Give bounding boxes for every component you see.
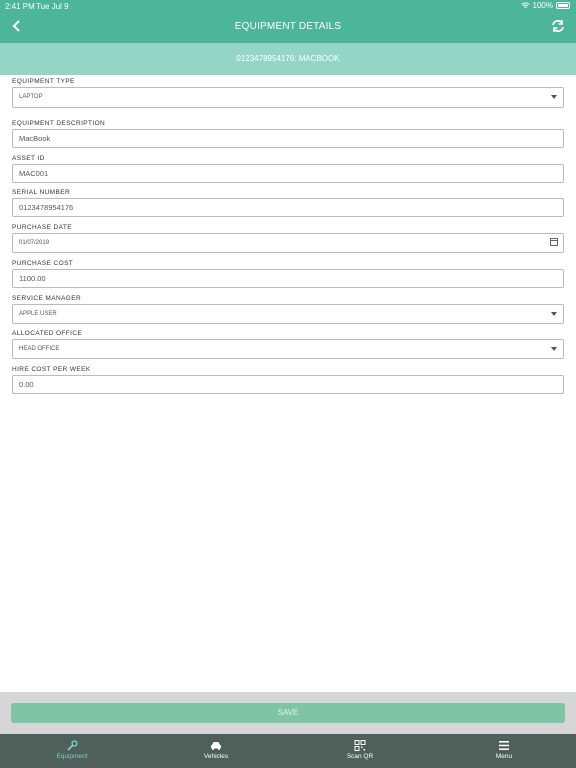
tab-scan-qr[interactable]	[288, 734, 432, 768]
equipment-subheader: 0123478954176: MACBOOK	[0, 43, 576, 75]
status-bar	[0, 0, 576, 12]
qr-code-icon	[354, 740, 366, 751]
field-label: EQUIPMENT DESCRIPTION	[12, 120, 106, 127]
nav-bar	[0, 12, 576, 43]
field-hire-cost	[12, 366, 564, 396]
field-label: SERIAL NUMBER	[12, 189, 71, 196]
wifi-icon	[521, 2, 530, 9]
save-area	[0, 692, 576, 734]
car-icon	[210, 740, 222, 751]
field-equipment-type	[12, 78, 564, 114]
battery-percent: 100%	[532, 1, 553, 10]
allocated-office-select[interactable]	[12, 339, 564, 359]
tab-label: Equipment	[56, 753, 88, 760]
input-value: 0.00	[19, 380, 34, 389]
field-label: HIRE COST PER WEEK	[12, 366, 91, 373]
tab-menu[interactable]	[432, 734, 576, 768]
chevron-down-icon	[551, 312, 557, 316]
wrench-icon	[66, 740, 78, 751]
status-right	[521, 1, 570, 10]
menu-icon	[498, 740, 510, 751]
field-label: PURCHASE COST	[12, 260, 74, 267]
hire-cost-input[interactable]	[12, 375, 564, 394]
input-value: MAC001	[19, 169, 49, 178]
page-title: EQUIPMENT DETAILS	[234, 21, 342, 32]
service-manager-select[interactable]	[12, 304, 564, 324]
tab-label: Menu	[495, 753, 513, 760]
field-label: PURCHASE DATE	[12, 224, 72, 231]
field-service-manager	[12, 295, 564, 330]
save-button[interactable]: SAVE	[11, 703, 565, 723]
tab-bar	[0, 734, 576, 768]
field-allocated-office	[12, 330, 564, 366]
tab-label: Vehicles	[203, 753, 229, 760]
select-value: APPLE USER	[19, 311, 57, 317]
equipment-form	[12, 78, 564, 396]
top-bar	[0, 0, 576, 43]
input-value: MacBook	[19, 134, 51, 143]
select-value: HEAD OFFICE	[19, 346, 60, 352]
input-value: 0123478954176	[19, 203, 74, 212]
chevron-down-icon	[551, 95, 557, 99]
status-date: Tue Jul 9	[36, 2, 69, 11]
status-time: 2:41 PM	[5, 2, 35, 11]
tab-label: Scan QR	[346, 753, 374, 760]
chevron-down-icon	[551, 347, 557, 351]
field-serial-number	[12, 189, 564, 224]
calendar-icon	[550, 238, 558, 246]
input-value: 01/07/2019	[19, 240, 50, 246]
field-purchase-date	[12, 224, 564, 260]
field-equipment-description	[12, 120, 564, 155]
purchase-cost-input[interactable]	[12, 269, 564, 288]
input-value: 1100.00	[19, 274, 46, 283]
refresh-icon[interactable]	[550, 18, 566, 34]
tab-equipment[interactable]	[0, 734, 144, 768]
field-label: EQUIPMENT TYPE	[12, 78, 75, 85]
battery-icon	[556, 2, 570, 9]
serial-number-input[interactable]	[12, 198, 564, 217]
field-asset-id	[12, 155, 564, 189]
field-label: ASSET ID	[12, 155, 45, 162]
equipment-description-input[interactable]	[12, 129, 564, 148]
purchase-date-input[interactable]	[12, 233, 564, 253]
tab-vehicles[interactable]	[144, 734, 288, 768]
asset-id-input[interactable]	[12, 164, 564, 183]
select-value: LAPTOP	[19, 94, 43, 100]
field-purchase-cost	[12, 260, 564, 295]
field-label: ALLOCATED OFFICE	[12, 330, 83, 337]
field-label: SERVICE MANAGER	[12, 295, 82, 302]
equipment-type-select[interactable]	[12, 87, 564, 108]
